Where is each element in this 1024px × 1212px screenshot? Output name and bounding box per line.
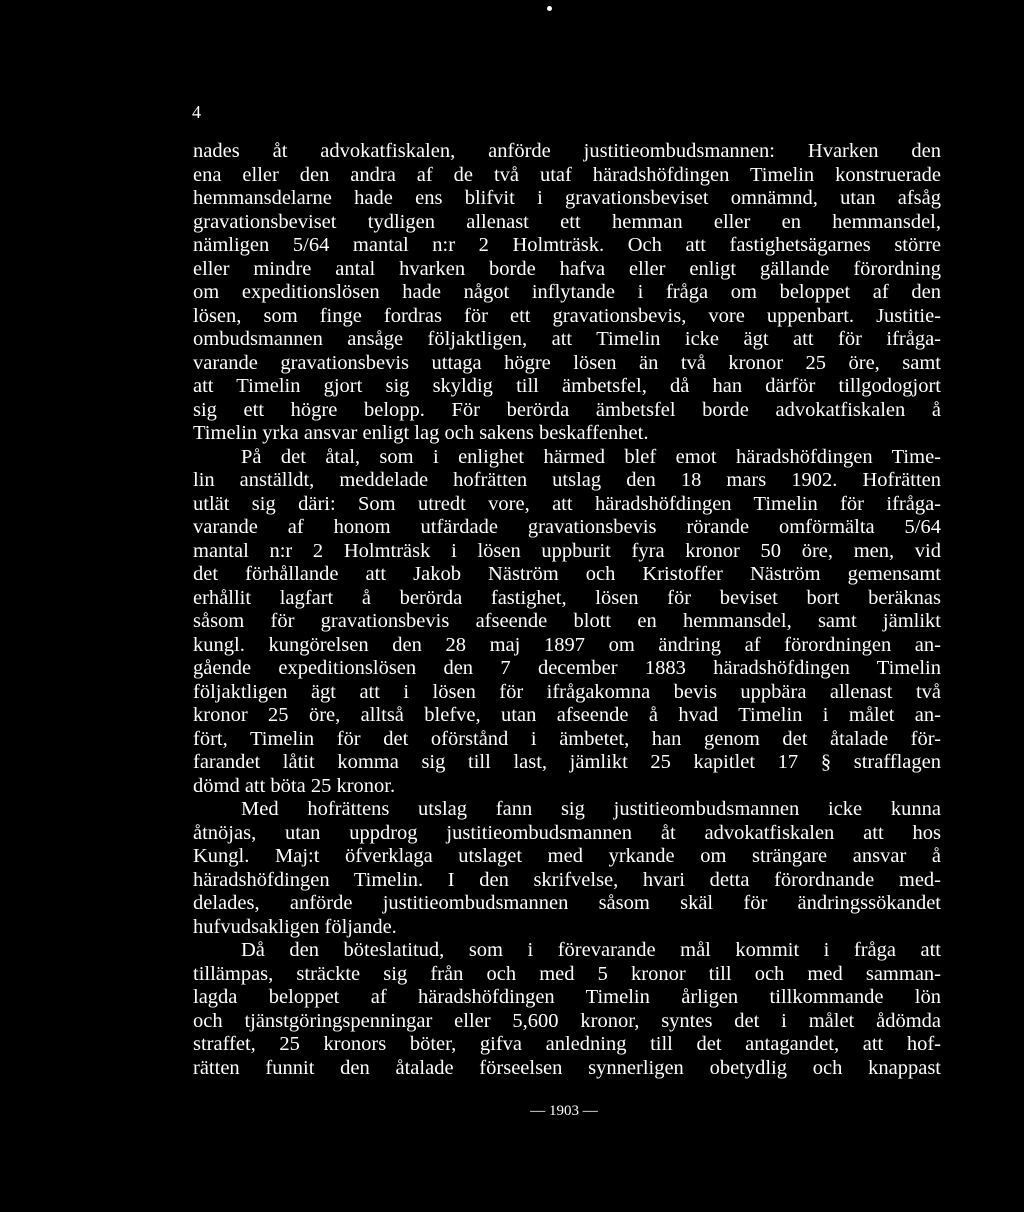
text-line: hemmansdelarne hade ens blifvit i gravationsbeviset omnämnd, utan afsåg (193, 187, 941, 209)
text-line: Då den böteslatitud, som i förevarande mål kommit i fråga att (241, 939, 941, 961)
text-line: dömd att böta 25 kronor. (193, 774, 396, 797)
text-line: straffet, 25 kronors böter, gifva anledning till det antagandet, att hof- (193, 1033, 941, 1055)
text-line: följaktligen ägt att i lösen för ifrågakomna bevis uppbära allenast två (193, 680, 941, 703)
page-number: 4 (192, 102, 201, 122)
text-line: Kungl. Maj:t öfverklaga utslaget med yrkande om strängare ansvar å (193, 845, 941, 867)
text-line: mantal n:r 2 Holmträsk i lösen uppburit fyra kronor 50 öre, men, vid (193, 539, 941, 562)
text-line: tillämpas, sträckte sig från och med 5 kronor till och med samman- (193, 962, 941, 985)
text-line: kungl. kungörelsen den 28 maj 1897 om ändring af förordningen an- (193, 633, 941, 656)
text-line: nämligen 5/64 mantal n:r 2 Holmträsk. Och att fastighetsägarnes större (193, 234, 941, 256)
text-line: rätten funnit den åtalade förseelsen synnerligen obetydlig och knappast (193, 1056, 941, 1079)
text-line: ena eller den andra af de två utaf häradshöfdingen Timelin konstruerade (193, 163, 941, 186)
text-line: På det åtal, som i enlighet härmed blef emot häradshöfdingen Time- (241, 445, 941, 468)
text-line: hufvudsakligen följande. (193, 915, 397, 938)
text-line: nades åt advokatfiskalen, anförde justitieombudsmannen: Hvarken den (193, 140, 941, 162)
text-line: ombudsmannen ansåge följaktligen, att Timelin icke ägt att för ifråga- (193, 328, 941, 350)
text-line: lagda beloppet af häradshöfdingen Timelin årligen tillkommande lön (193, 986, 941, 1008)
text-line: häradshöfdingen Timelin. I den skrifvelse, hvari detta förordnande med- (193, 868, 941, 891)
text-line: varande af honom utfärdade gravationsbevis rörande omförmälta 5/64 (193, 516, 941, 538)
text-line: fört, Timelin för det oförstånd i ämbetet, han genom det åtalade för- (193, 727, 941, 750)
body-text (193, 140, 941, 1080)
text-line: att Timelin gjort sig skyldig till ämbetsfel, då han därför tillgodogjort (193, 375, 941, 397)
text-line: Timelin yrka ansvar enligt lag och sakens beskaffenhet. (193, 422, 649, 444)
text-line: erhållit lagfart å berörda fastighet, lösen för beviset bort beräknas (193, 586, 941, 609)
text-line: utlät sig däri: Som utredt vore, att häradshöfdingen Timelin för ifråga- (193, 492, 941, 515)
text-line: om expeditionslösen hade något inflytande i fråga om beloppet af den (193, 281, 941, 303)
text-line: åtnöjas, utan uppdrog justitieombudsmannen åt advokatfiskalen att hos (193, 821, 941, 844)
text-line: eller mindre antal hvarken borde hafva eller enligt gällande förordning (193, 257, 941, 280)
text-line: gående expeditionslösen den 7 december 1883 häradshöfdingen Timelin (193, 657, 941, 679)
text-line: kronor 25 öre, alltså blefve, utan afseende å hvad Timelin i målet an- (193, 704, 941, 726)
speck (547, 6, 552, 11)
text-line: såsom för gravationsbevis afseende blott en hemmansdel, samt jämlikt (193, 610, 941, 632)
text-line: lin anställdt, meddelade hofrätten utslag den 18 mars 1902. Hofrätten (193, 469, 941, 491)
text-line: gravationsbeviset tydligen allenast ett hemman eller en hemmansdel, (193, 210, 941, 233)
text-line: lösen, som finge fordras för ett gravationsbevis, vore uppenbart. Justitie- (193, 304, 941, 327)
year-footer: — 1903 — (530, 1103, 598, 1119)
text-line: delades, anförde justitieombudsmannen såsom skäl för ändringssökandet (193, 892, 941, 914)
text-line: Med hofrättens utslag fann sig justitieombudsmannen icke kunna (241, 798, 941, 820)
text-line: sig ett högre belopp. För berörda ämbetsfel borde advokatfiskalen å (193, 398, 941, 421)
text-line: varande gravationsbevis uttaga högre lösen än två kronor 25 öre, samt (193, 351, 941, 374)
text-line: farandet låtit komma sig till last, jämlikt 25 kapitlet 17 § strafflagen (193, 751, 941, 773)
text-line: det förhållande att Jakob Näström och Kristoffer Näström gemensamt (193, 563, 941, 585)
text-line: och tjänstgöringspenningar eller 5,600 kronor, syntes det i målet ådömda (193, 1009, 941, 1032)
